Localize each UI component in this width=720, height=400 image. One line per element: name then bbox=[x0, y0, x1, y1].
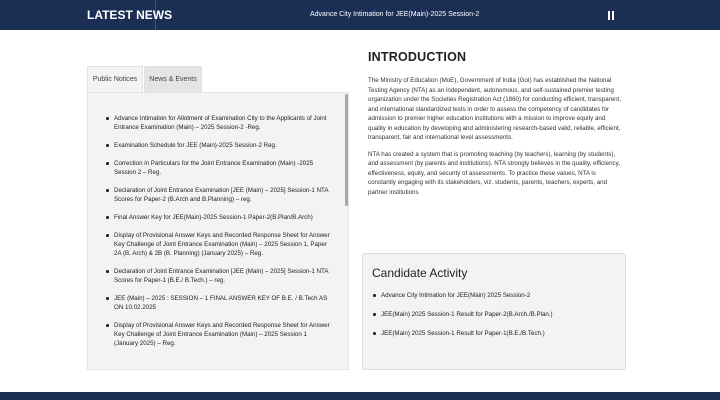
introduction-paragraph: NTA has created a system that is promoting teaching (by teachers), learning (by students), and assessment (by parents and institutions). NTA strongly believes in the quality, efficiency, effectiveness, equity, and security of assessments. To practice these values, NTA is constantly engaging with its stakeholders, viz. students, parents, teachers, experts, and partner institutions bbox=[368, 150, 620, 196]
activity-link[interactable]: JEE(Main) 2025 Session-1 Result for Paper-2(B.Arch./B.Plan.) bbox=[373, 310, 613, 319]
notice-list bbox=[106, 114, 331, 357]
tab-public-notices[interactable]: Public Notices bbox=[87, 66, 143, 92]
notice-item[interactable]: Correction in Particulars for the Joint Entrance Examination (Main) -2025 Session 2 – Reg. bbox=[106, 159, 331, 177]
notice-item[interactable]: Final Answer Key for JEE(Main)-2025 Session-1 Paper-2(B.Plan/B.Arch) bbox=[106, 213, 331, 222]
candidate-activity-box bbox=[362, 253, 626, 370]
news-ticker-link[interactable]: Advance City Intimation for JEE(Main)-2025 Session-2 bbox=[310, 11, 480, 18]
candidate-activity-title: Candidate Activity bbox=[372, 266, 468, 280]
notice-item[interactable]: JEE (Main) – 2025 : SESSION – 1 FINAL ANSWER KEY OF B.E. / B.Tech AS ON 10.02.2025 bbox=[106, 294, 331, 312]
latest-news-bar bbox=[0, 0, 720, 30]
introduction-section bbox=[368, 50, 624, 204]
latest-news-label: LATEST NEWS bbox=[0, 0, 156, 30]
notice-item[interactable]: Examination Schedule for JEE (Main)-2025 Session-2 Reg. bbox=[106, 141, 331, 150]
notice-item[interactable]: Display of Provisional Answer Keys and Recorded Response Sheet for Answer Key Challenge of Joint Entrance Examination (Main) – 2025 Session 1 (January 2025) – Reg. bbox=[106, 321, 331, 348]
notice-item[interactable]: Advance Intimation for Allotment of Examination City to the Applicants of Joint Entrance Examination (Main) – 2025 Session-2 -Reg. bbox=[106, 114, 331, 132]
notice-item[interactable]: Display of Provisional Answer Keys and Recorded Response Sheet for Answer Key Challenge of Joint Entrance Examination (Main) – 2025 Session 1, Paper 2A (B. Arch) & 2B (B. Planning) (January 2025) – Reg. bbox=[106, 231, 331, 258]
activity-list bbox=[373, 291, 613, 348]
pause-icon[interactable] bbox=[608, 11, 616, 20]
introduction-paragraph: The Ministry of Education (MoE), Government of India (GoI) has established the National Testing Agency (NTA) as an independent, autonomous, and self-sustained premier testing organization under the Societies Registration Act (1860) for conducting efficient, transparent, and international standardized tests in order to assess the competency of candidates for admission to premier higher education institutions with a mission to improve equity and quality in education by developing and administering research-based valid, reliable, efficient, transparent, fair and international level assessments. bbox=[368, 77, 622, 141]
activity-link[interactable]: JEE(Main) 2025 Session-1 Result for Paper-1(B.E./B.Tech.) bbox=[373, 329, 613, 338]
notices-scrollbar[interactable] bbox=[345, 94, 348, 206]
public-notices-panel bbox=[87, 92, 349, 370]
footer-bar bbox=[0, 392, 720, 400]
tab-news-events[interactable]: News & Events bbox=[144, 66, 202, 92]
introduction-title: INTRODUCTION bbox=[368, 50, 467, 64]
activity-link[interactable]: Advance City Intimation for JEE(Main) 2025 Session-2 bbox=[373, 291, 613, 300]
notice-item[interactable]: Declaration of Joint Entrance Examination [JEE (Main) – 2025] Session-1 NTA Scores for Paper-2 (B.Arch and B.Planning) – reg. bbox=[106, 186, 331, 204]
notice-item[interactable]: Declaration of Joint Entrance Examination [JEE (Main) – 2025] Session-1 NTA Scores for Paper-1 (B.E./ B.Tech.) – reg. bbox=[106, 267, 331, 285]
